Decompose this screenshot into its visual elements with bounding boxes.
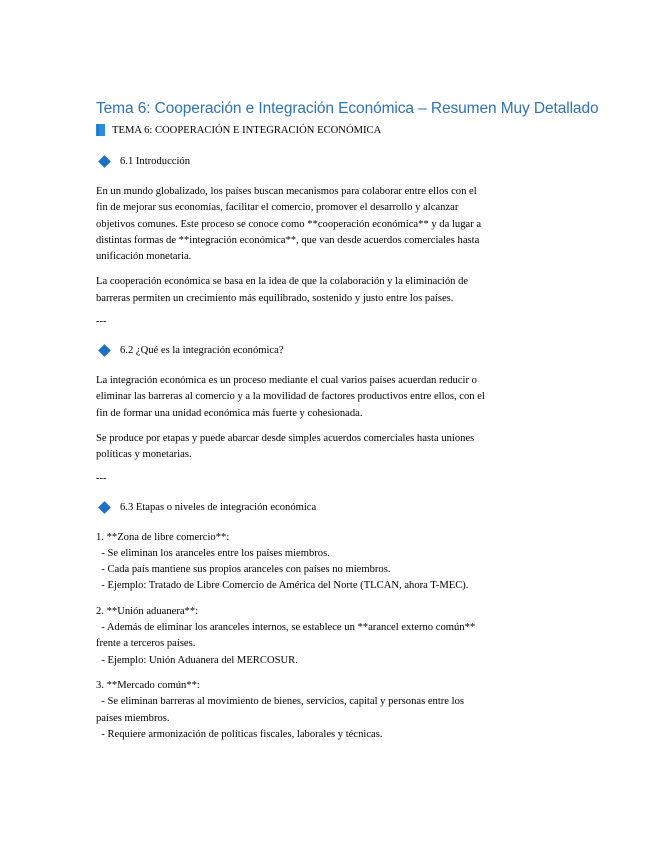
text-line: - Se eliminan los aranceles entre los países miembros.	[96, 547, 330, 559]
book-icon	[96, 124, 106, 136]
text-line: unificación monetaria.	[96, 251, 192, 263]
text-line: - Ejemplo: Unión Aduanera del MERCOSUR.	[96, 654, 298, 666]
text-line: - Se eliminan barreras al movimiento de bienes, servicios, capital y personas entre los	[96, 696, 465, 708]
text-line: - Además de eliminar los aranceles internos, se establece un **arancel externo común**	[96, 622, 476, 634]
section-separator: ---	[96, 472, 107, 484]
text-line: eliminar las barreras al comercio y a la movilidad de factores productivos entre ellos, con el	[96, 391, 485, 403]
text-line: fin de formar una unidad económica más fuerte y cohesionada.	[96, 407, 363, 419]
section-heading-6-3	[96, 502, 568, 513]
text-line: políticas y monetarias.	[96, 449, 192, 461]
list-item-common-market	[96, 678, 568, 743]
diamond-bullet-icon	[98, 155, 111, 168]
section-heading-text: 6.3 Etapas o niveles de integración económica	[120, 501, 317, 513]
text-line: - Cada país mantiene sus propios aranceles con países no miembros.	[96, 564, 391, 576]
section-heading-6-1	[96, 156, 568, 167]
section-heading-text: 6.2 ¿Qué es la integración económica?	[120, 345, 284, 357]
text-line: barreras permiten un crecimiento más equilibrado, sostenido y justo entre los países.	[96, 292, 454, 304]
text-line: frente a terceros países.	[96, 638, 196, 650]
list-item-customs-union	[96, 604, 568, 669]
text-line: 2. **Unión aduanera**:	[96, 605, 199, 617]
text-line: En un mundo globalizado, los países buscan mecanismos para colaborar entre ellos con el	[96, 186, 477, 197]
text-line: fin de mejorar sus economías, facilitar el comercio, promover el desarrollo y alcanzar	[96, 202, 459, 214]
text-line: 1. **Zona de libre comercio**:	[96, 531, 230, 543]
document-title: Tema 6: Cooperación e Integración Económica – Resumen Muy Detallado	[96, 100, 599, 117]
section-separator: ---	[96, 316, 107, 328]
text-line: - Ejemplo: Tratado de Libre Comercio de América del Norte (TLCAN, ahora T-MEC).	[96, 580, 469, 592]
subtitle-text: TEMA 6: COOPERACIÓN E INTEGRACIÓN ECONÓMICA	[112, 124, 382, 136]
text-line: La cooperación económica se basa en la idea de que la colaboración y la eliminación de	[96, 276, 469, 288]
text-line: Se produce por etapas y puede abarcar desde simples acuerdos comerciales hasta uniones	[96, 432, 475, 444]
text-line: objetivos comunes. Este proceso se conoce como **cooperación económica** y da lugar a	[96, 218, 482, 230]
text-line: 3. **Mercado común**:	[96, 679, 200, 691]
document-page	[96, 100, 599, 752]
paragraph-cooperation	[96, 274, 568, 307]
document-subtitle	[96, 124, 568, 136]
section-heading-6-2	[96, 345, 568, 356]
paragraph-introduction	[96, 184, 568, 265]
text-line: La integración económica es un proceso mediante el cual varios países acuerdan reducir o	[96, 375, 477, 387]
text-line: países miembros.	[96, 712, 170, 724]
diamond-bullet-icon	[98, 344, 111, 357]
text-line: - Requiere armonización de políticas fiscales, laborales y técnicas.	[96, 728, 383, 740]
paragraph-stages-intro	[96, 431, 568, 464]
paragraph-definition	[96, 373, 568, 422]
diamond-bullet-icon	[98, 501, 111, 514]
text-line: distintas formas de **integración económica**, que van desde acuerdos comerciales hasta	[96, 234, 480, 246]
list-item-free-trade-zone	[96, 530, 568, 595]
section-heading-text: 6.1 Introducción	[120, 156, 191, 167]
